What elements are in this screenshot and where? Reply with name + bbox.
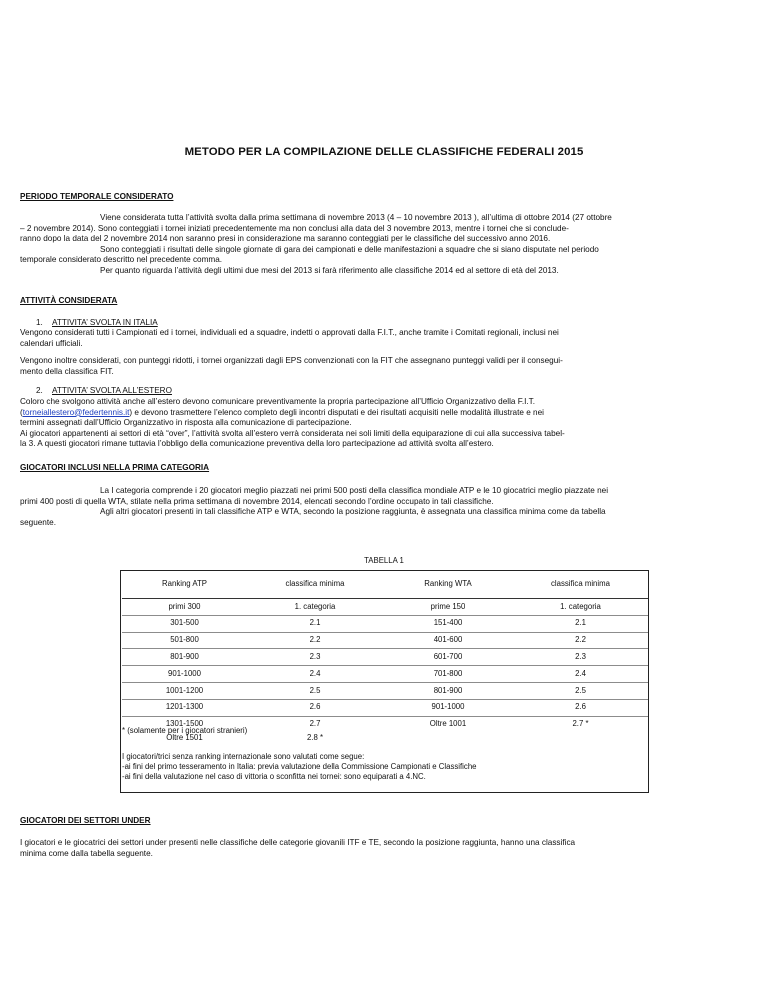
table-cell: prime 150 xyxy=(383,599,513,616)
table-cell: 2.1 xyxy=(513,615,648,632)
paragraph-settori-under xyxy=(20,838,748,859)
text-line: la 3. A questi giocatori rimane tuttavia l’obbligo della comunicazione preventiva della loro partecipazione ad attività svolta all’estero. xyxy=(20,439,494,449)
table-cell: 151-400 xyxy=(383,615,513,632)
table-cell: 2.6 xyxy=(247,699,383,716)
paragraph-prima-categoria xyxy=(20,486,748,528)
table-note-line: I giocatori/trici senza ranking internazionale sono valutati come segue: xyxy=(122,752,365,761)
text-line: calendari ufficiali. xyxy=(20,338,83,348)
table-cell: 601-700 xyxy=(383,649,513,666)
table-cell: 1301-1500 xyxy=(122,716,247,732)
table-cell: 2.2 xyxy=(247,632,383,649)
list-number: 1. xyxy=(36,318,43,327)
table-cell: 2.3 xyxy=(247,649,383,666)
table-cell: 2.7 xyxy=(247,716,383,732)
text-line: La I categoria comprende i 20 giocatori meglio piazzati nei primi 500 posti della classifica mondiale ATP e le 10 giocatrici meglio piazzate nei xyxy=(100,486,609,495)
table-cell: 1201-1300 xyxy=(122,699,247,716)
table-cell xyxy=(383,732,513,744)
text-fragment: ( xyxy=(20,407,23,417)
text-line: Vengono considerati tutti i Campionati ed i tornei, individuali ed a squadre, indetti o approvati dalla F.I.T., anche tramite i Comitati regionali, inclusi nei xyxy=(20,328,559,337)
table-cell: 1. categoria xyxy=(513,599,648,616)
table-cell: 2.5 xyxy=(247,682,383,699)
table-cell: 2.8 * xyxy=(306,733,324,743)
table-cell: 901-1000 xyxy=(122,666,247,683)
list-title: ATTIVITA’ SVOLTA ALL’ESTERO xyxy=(52,386,172,395)
table-cell: 1001-1200 xyxy=(122,682,247,699)
table-cell: 901-1000 xyxy=(383,699,513,716)
heading-attivita: ATTIVITÀ CONSIDERATA xyxy=(20,296,118,305)
table-row xyxy=(122,649,648,666)
list-item-italia xyxy=(36,318,158,329)
table-row xyxy=(122,699,648,716)
heading-periodo: PERIODO TEMPORALE CONSIDERATO xyxy=(20,192,174,201)
paragraph-italia xyxy=(20,328,748,349)
text-line: Ai giocatori appartenenti ai settori di età “over”, l’attività svolta all’estero verrà considerata nei soli limiti della equiparazione di cui alla successiva tabel- xyxy=(20,428,565,438)
text-line: termini assegnati dall’Ufficio Organizzativo in risposta alla comunicazione di partecipazione. xyxy=(20,418,352,428)
table-cell: primi 300 xyxy=(122,599,247,616)
list-title: ATTIVITA’ SVOLTA IN ITALIA xyxy=(52,318,158,327)
text-fragment: ) e devono trasmettere l’elenco completo degli incontri disputati e dei risultati acquisiti nelle modalità illustrate e nei xyxy=(129,407,544,417)
heading-settori-under: GIOCATORI DEI SETTORI UNDER xyxy=(20,816,151,825)
table-cell: 301-500 xyxy=(122,615,247,632)
heading-prima-categoria: GIOCATORI INCLUSI NELLA PRIMA CATEGORIA xyxy=(20,463,210,472)
table-header: classifica minima xyxy=(285,578,345,588)
table-row xyxy=(122,615,648,632)
ranking-table xyxy=(122,570,648,744)
text-line: mento della classifica FIT. xyxy=(20,366,114,376)
list-item-estero xyxy=(36,386,172,397)
text-line: temporale considerato descritto nel precedente comma. xyxy=(20,255,223,265)
table-footnote: * (solamente per i giocatori stranieri) xyxy=(122,726,248,735)
table-row xyxy=(122,666,648,683)
text-line: I giocatori e le giocatrici dei settori under presenti nelle classifiche delle categorie giovanili ITF e TE, secondo la posizione raggiunta, hanno una classifica xyxy=(20,838,576,847)
table-cell: 2.7 * xyxy=(513,716,648,732)
table-cell: 2.1 xyxy=(247,615,383,632)
text-line: Per quanto riguarda l’attività degli ultimi due mesi del 2013 si farà riferimento alle classifiche 2014 ed al settore di età del 2013. xyxy=(100,265,559,275)
table-cell: 701-800 xyxy=(383,666,513,683)
table-cell: Oltre 1001 xyxy=(383,716,513,732)
table-cell: 501-800 xyxy=(122,632,247,649)
text-line: minima come dalla tabella seguente. xyxy=(20,848,153,858)
table-header: Ranking WTA xyxy=(424,578,472,588)
list-number: 2. xyxy=(36,386,43,395)
text-line: Coloro che svolgono attività anche all’estero devono comunicare preventivamente la propria partecipazione all’Ufficio Organizzativo della F.I.T. xyxy=(20,397,536,406)
document-title: METODO PER LA COMPILAZIONE DELLE CLASSIFICHE FEDERALI 2015 xyxy=(184,146,584,158)
text-line: Vengono inoltre considerati, con punteggi ridotti, i tornei organizzati dagli EPS convenzionati con la FIT che assegnano punteggi validi per il consegui- xyxy=(20,356,563,365)
table-note-line: -ai fini della valutazione nel caso di vittoria o sconfitta nei tornei: sono equiparati a 4.NC. xyxy=(122,772,426,781)
text-line: Sono conteggiati i risultati delle singole giornate di gara dei campionati e delle manifestazioni a squadre che si siano disputate nel periodo xyxy=(100,244,599,254)
table-cell: 2.4 xyxy=(513,666,648,683)
text-line: primi 400 posti di quella WTA, stilate nella prima settimana di novembre 2014, elencati secondo l’ordine occupato in tali classifiche. xyxy=(20,496,494,506)
table-header-row xyxy=(122,570,648,599)
table-row xyxy=(122,599,648,616)
text-line: Viene considerata tutta l’attività svolta dalla prima settimana di novembre 2013 (4 – 10 novembre 2013 ), all’ultima di ottobre 2014 (27 ottobre xyxy=(100,213,612,222)
paragraph-periodo xyxy=(20,213,748,277)
paragraph-eps xyxy=(20,356,748,377)
table-caption: TABELLA 1 xyxy=(364,556,404,565)
table-cell: 401-600 xyxy=(383,632,513,649)
table-cell: 2.2 xyxy=(513,632,648,649)
text-line: – 2 novembre 2014). Sono conteggiati i tornei iniziati precedentemente ma non conclusi alla data del 3 novembre 2013, mentre i tornei che si conclude- xyxy=(20,223,569,233)
email-link[interactable]: torneiallestero@federtennis.it xyxy=(22,407,130,417)
table-cell xyxy=(513,732,648,744)
table-cell: 2.6 xyxy=(513,699,648,716)
table-header: Ranking ATP xyxy=(162,578,207,588)
text-line: seguente. xyxy=(20,517,56,527)
table-cell: 2.3 xyxy=(513,649,648,666)
table-row xyxy=(122,632,648,649)
table-header: classifica minima xyxy=(551,578,610,588)
table-cell: 801-900 xyxy=(383,682,513,699)
text-line: Agli altri giocatori presenti in tali classifiche ATP e WTA, secondo la posizione raggiunta, è assegnata una classifica minima come da tabella xyxy=(100,507,606,517)
table-cell: 1. categoria xyxy=(247,599,383,616)
text-line: ranno dopo la data del 2 novembre 2014 non saranno presi in considerazione ma saranno conteggiati per le classifiche del successivo anno 2016. xyxy=(20,234,551,244)
table-cell: 801-900 xyxy=(122,649,247,666)
table-cell: 2.4 xyxy=(247,666,383,683)
table-cell: Oltre 1501 xyxy=(166,733,203,743)
table-row xyxy=(122,682,648,699)
paragraph-estero xyxy=(20,397,748,450)
table-cell: 2.5 xyxy=(513,682,648,699)
table-note-line: -ai fini del primo tesseramento in Italia: previa valutazione della Commissione Campionati e Classifiche xyxy=(122,762,477,771)
